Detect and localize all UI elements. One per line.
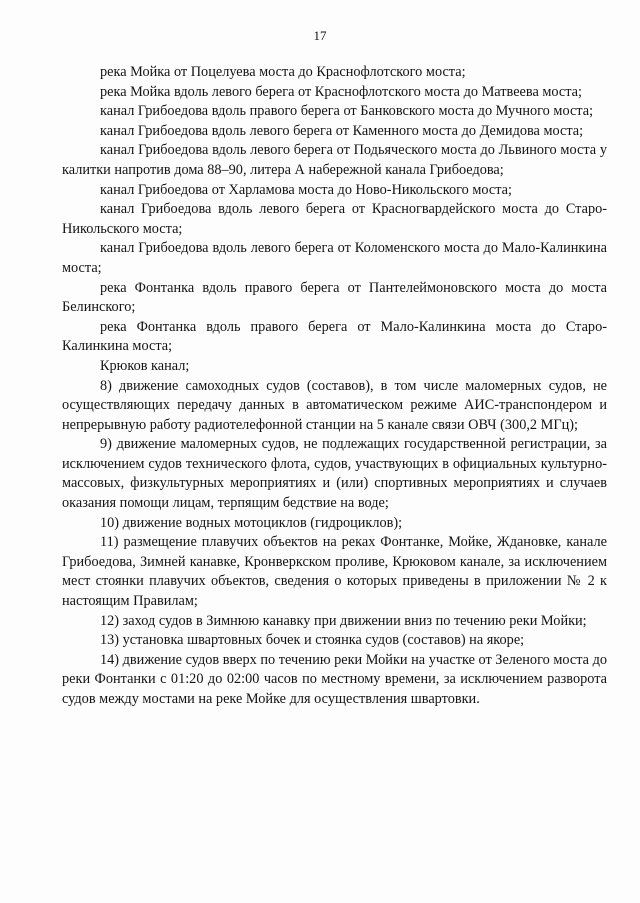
list-item-12: 12) заход судов в Зимнюю канавку при движении вниз по течению реки Мойки; [100,612,587,629]
list-item-14: 14) движение судов вверх по течению реки Мойки на участке от Зеленого моста до реки Фонтанки с 01:20 до 02:00 часов по местному времени, за исключением разворота судов между мостами на реке Мойке для осуществления швартовки. [62,651,607,707]
paragraph-10: река Фонтанка вдоль правого берега от Мало-Калинкина моста до Старо-Калинкина моста; [62,318,607,355]
list-item-13: 13) установка швартовных бочек и стоянка судов (составов) на якоре; [100,632,525,649]
paragraph-11: Крюков канал; [100,357,190,374]
list-item-8: 8) движение самоходных судов (составов), в том числе маломерных судов, не осуществляющих передачу данных в автоматическом режиме АИС-транспондером и непрерывную работу радиотелефонной станции на 5 канале связи ОВЧ (300,2 МГц); [62,377,607,433]
page-number: 17 [313,28,327,43]
paragraph-6: канал Грибоедова от Харламова моста до Ново-Никольского моста; [100,181,512,198]
paragraph-1: река Мойка от Поцелуева моста до Краснофлотского моста; [100,64,466,80]
paragraph-3: канал Грибоедова вдоль правого берега от Банковского моста до Мучного моста; [100,103,594,120]
list-item-11: 11) размещение плавучих объектов на реках Фонтанке, Мойке, Ждановке, канале Грибоедова, Зимней канавке, Кронверкском проливе, Крюковом канале, за исключением мест стоянки плавучих объектов, сведения о которых приведены в приложении № 2 к настоящим Правилам; [62,534,607,610]
document-body [62,63,607,710]
paragraph-2: река Мойка вдоль левого берега от Краснофлотского моста до Матвеева моста; [100,83,583,100]
paragraph-7: канал Грибоедова вдоль левого берега от Красногвардейского моста до Старо-Никольского моста; [62,201,607,237]
paragraph-9: река Фонтанка вдоль правого берега от Пантелеймоновского моста до моста Белинского; [62,279,607,316]
paragraph-4: канал Грибоедова вдоль левого берега от Каменного моста до Демидова моста; [100,122,584,139]
paragraph-5: канал Грибоедова вдоль левого берега от Подьяческого моста до Львиного моста у калитки напротив дома 88–90, литера А набережной канала Грибоедова; [62,142,607,178]
list-item-9: 9) движение маломерных судов, не подлежащих государственной регистрации, за исключением судов технического флота, судов, участвующих в официальных культурно-массовых, физкультурных мероприятиях и (или) спортивных мероприятиях и случаев оказания помощи лицам, терпящим бедствие на воде; [62,436,607,512]
list-item-10: 10) движение водных мотоциклов (гидроциклов); [100,514,403,531]
paragraph-8: канал Грибоедова вдоль левого берега от Коломенского моста до Мало-Калинкина моста; [62,240,607,276]
